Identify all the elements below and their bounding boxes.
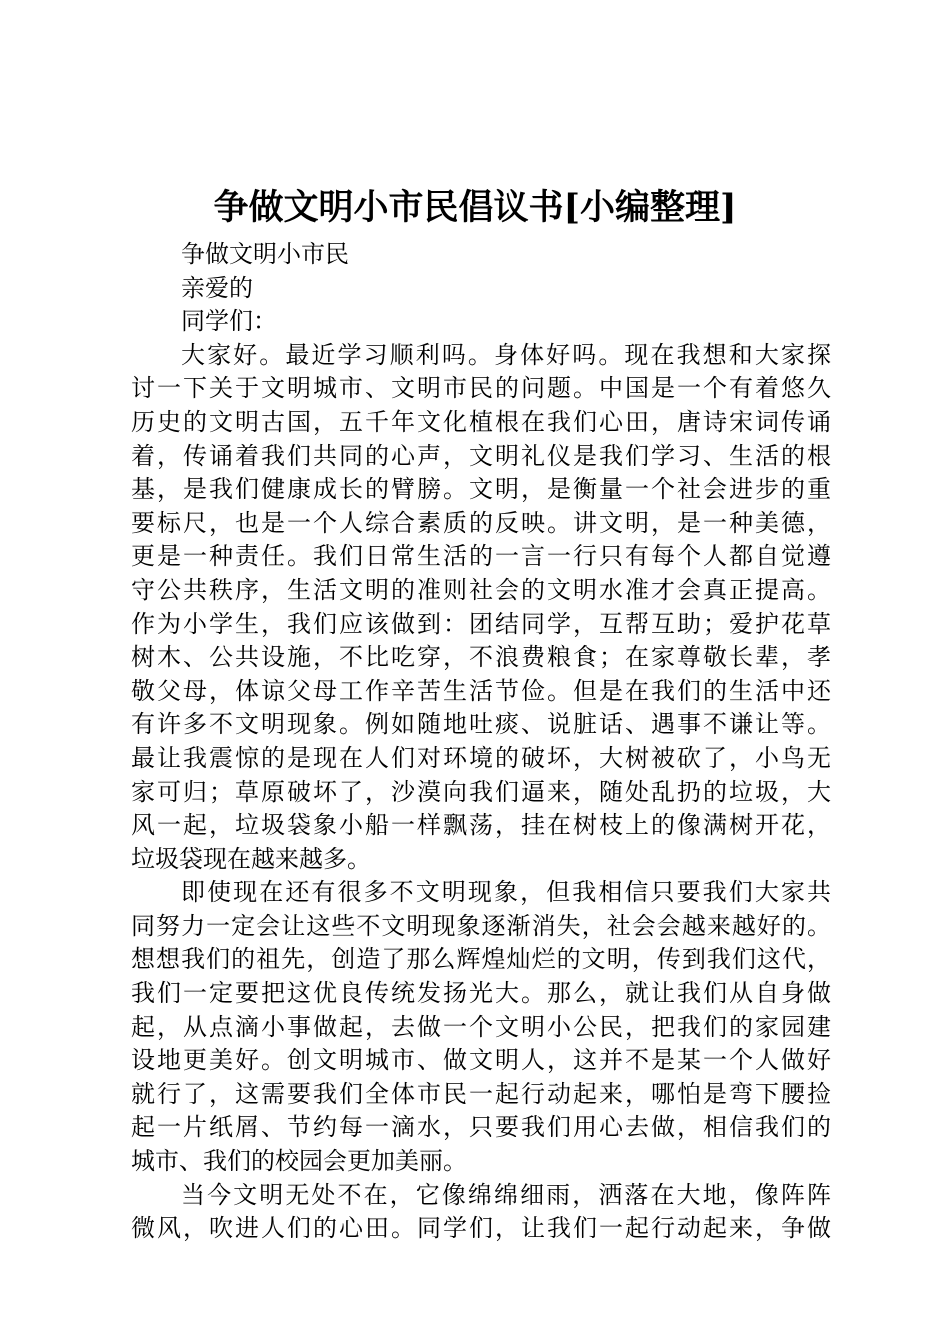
text-line: 风一起，垃圾袋象小船一样飘荡，挂在树枝上的像满树开花， (131, 811, 831, 840)
text-line: 起，从点滴小事做起，去做一个文明小公民，把我们的家园建 (131, 1012, 831, 1041)
text-line: 想想我们的祖先，创造了那么辉煌灿烂的文明，传到我们这代， (131, 945, 831, 974)
text-line: 作为小学生，我们应该做到：团结同学，互帮互助；爱护花草 (131, 609, 831, 638)
text-line: 城市、我们的校园会更加美丽。 (131, 1147, 467, 1176)
text-line: 设地更美好。创文明城市、做文明人，这并不是某一个人做好 (131, 1046, 831, 1075)
text-line: 守公共秩序，生活文明的准则社会的文明水准才会真正提高。 (131, 575, 831, 604)
text-line: 讨一下关于文明城市、文明市民的问题。中国是一个有着悠久 (131, 374, 831, 403)
text-line: 家可归；草原破坏了，沙漠向我们逼来，随处乱扔的垃圾，大 (131, 777, 831, 806)
text-line: 垃圾袋现在越来越多。 (131, 844, 371, 873)
text-line: 有许多不文明现象。例如随地吐痰、说脏话、遇事不谦让等。 (131, 710, 831, 739)
text-line: 着，传诵着我们共同的心声，文明礼仪是我们学习、生活的根 (131, 441, 831, 470)
text-line: 争做文明小市民 (181, 240, 349, 268)
text-line: 最让我震惊的是现在人们对环境的破坏，大树被砍了，小鸟无 (131, 743, 831, 772)
text-line: 起一片纸屑、节约每一滴水，只要我们用心去做，相信我们的 (131, 1113, 831, 1142)
text-line: 我们一定要把这优良传统发扬光大。那么，就让我们从自身做 (131, 979, 831, 1008)
text-line: 微风，吹进人们的心田。同学们，让我们一起行动起来，争做 (131, 1214, 831, 1243)
text-line: 当今文明无处不在，它像绵绵细雨，洒落在大地，像阵阵 (181, 1180, 831, 1209)
text-line: 同学们： (181, 307, 277, 336)
text-line: 树木、公共设施，不比吃穿，不浪费粮食；在家尊敬长辈，孝 (131, 643, 831, 672)
text-line: 更是一种责任。我们日常生活的一言一行只有每个人都自觉遵 (131, 542, 831, 571)
text-line: 历史的文明古国，五千年文化植根在我们心田，唐诗宋词传诵 (131, 407, 831, 436)
document-title: 争做文明小市民倡议书[小编整理] (213, 187, 737, 228)
text-line: 就行了，这需要我们全体市民一起行动起来，哪怕是弯下腰捡 (131, 1079, 831, 1108)
document-body (131, 238, 831, 1246)
text-line: 基，是我们健康成长的臂膀。文明，是衡量一个社会进步的重 (131, 475, 831, 504)
text-line: 要标尺，也是一个人综合素质的反映。讲文明，是一种美德， (131, 508, 831, 537)
text-line: 大家好。最近学习顺利吗。身体好吗。现在我想和大家探 (181, 340, 831, 369)
text-line: 即使现在还有很多不文明现象，但我相信只要我们大家共 (181, 878, 831, 907)
text-line: 同努力一定会让这些不文明现象逐渐消失，社会会越来越好的。 (131, 911, 831, 940)
text-line: 敬父母，体谅父母工作辛苦生活节俭。但是在我们的生活中还 (131, 676, 831, 705)
text-line: 亲爱的 (181, 273, 253, 302)
